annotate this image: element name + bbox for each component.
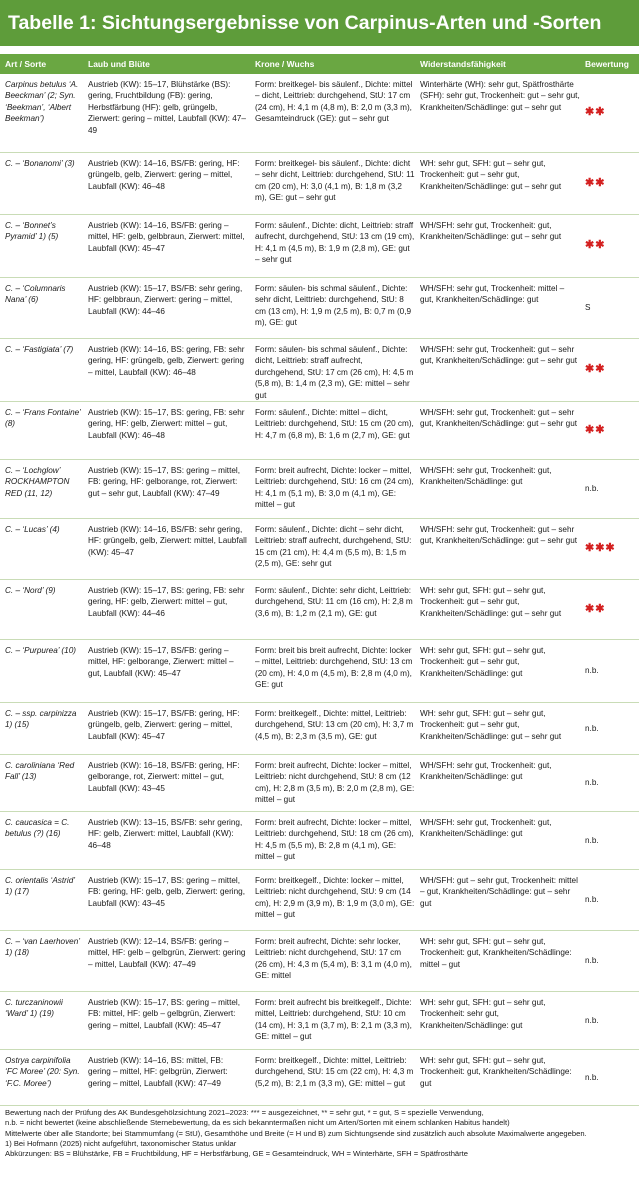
rating-stars: ✱✱ [585, 363, 606, 376]
rating-label: n.b. [585, 835, 599, 845]
rating-stars: ✱✱✱ [585, 542, 616, 555]
species-name: C. – ‘Lochglow’ ROCKHAMPTON RED (11, 12) [5, 466, 70, 498]
footnote-taxonomy: 1) Bei Hofmann (2025) nicht aufgeführt, taxonomischer Status unklar [5, 1138, 237, 1148]
rating-cell [585, 153, 635, 214]
krone-wuchs-cell: Form: breitkegelf., Dichte: mittel, Leittrieb: durchgehend, StU: 15 cm (22 cm), H: 4,3 m (5,2 m), B: 2,1 m (3,3 m), GE: mittel – gut [255, 1056, 414, 1088]
krone-wuchs-cell: Form: säulenf., Dichte: sehr dicht, Leittrieb: durchgehend, StU: 11 cm (16 cm), H: 2,8 m (3,6 m), B: 1,2 m (2,1 m), GE: gut [255, 586, 413, 618]
species-name: C. – ‘Frans Fontaine’ (8) [5, 408, 81, 429]
laub-bluete-cell: Austrieb (KW): 15–17, Blühstärke (BS): gering, Fruchtbildung (FB): gering, Herbstfärbung (HF): gelb, grüngelb, Zierwert: gering – mittel, Laubfall (KW): 47–49 [88, 80, 246, 135]
widerstand-cell: WH/SFH: sehr gut, Trockenheit: gut, Krankheiten/Schädlinge: gut [420, 761, 552, 782]
widerstand-cell: WH/SFH: sehr gut, Trockenheit: gut – sehr gut, Krankheiten/Schädlinge: gut – sehr gut [420, 345, 578, 366]
widerstand-cell: WH: sehr gut, SFH: gut – sehr gut, Trockenheit: gut – sehr gut, Krankheiten/Schädlinge: gut [420, 646, 546, 678]
table-row [0, 870, 639, 931]
footnote-nb: n.b. = nicht bewertet (keine abschließende Sternebewertung, da es sich bekanntermaßen nicht um Arten/Sorten mit einem schlanken Habitus handelt) [5, 1118, 510, 1128]
table-title: Tabelle 1: Sichtungsergebnisse von Carpinus-Arten und -Sorten [0, 0, 639, 46]
species-name: Carpinus betulus ‘A. Beeckman’ (2; Syn. ‘Beekman’, ‘Albert Beekman’) [5, 80, 79, 124]
laub-bluete-cell: Austrieb (KW): 14–16, BS: mittel, FB: gering – mittel, HF: gelbgrün, Zierwert: gering – mittel, Laubfall (KW): 47–49 [88, 1056, 228, 1088]
laub-bluete-cell: Austrieb (KW): 14–16, BS/FB: gering – mittel, HF: gelb, gelbbraun, Zierwert: mittel, Laubfall (KW): 45–47 [88, 221, 245, 253]
widerstand-cell: WH: sehr gut, SFH: gut – sehr gut, Trockenheit: sehr gut, Krankheiten/Schädlinge: gut [420, 998, 546, 1030]
widerstand-cell: WH: sehr gut, SFH: gut – sehr gut, Trockenheit: gut – sehr gut, Krankheiten/Schädlinge: gut – sehr gut [420, 709, 562, 741]
table-row [0, 703, 639, 755]
table-row [0, 278, 639, 339]
laub-bluete-cell: Austrieb (KW): 15–17, BS/FB: gering – mittel, HF: gelborange, Zierwert: mittel – gut, Laubfall (KW): 45–47 [88, 646, 234, 678]
widerstand-cell: WH/SFH: sehr gut, Trockenheit: gut – sehr gut, Krankheiten/Schädlinge: gut – sehr gut [420, 408, 578, 429]
rating-cell [585, 992, 635, 1049]
widerstand-cell: WH/SFH: sehr gut, Trockenheit: gut – sehr gut, Krankheiten/Schädlinge: gut – sehr gut [420, 525, 578, 546]
species-name: Ostrya carpinifolia ‘FC Moree’ (20: Syn. ‘F.C. Moree’) [5, 1056, 80, 1088]
table-row [0, 402, 639, 460]
rating-cell [585, 580, 635, 639]
species-name: C. – ‘van Laerhoven’ 1) (18) [5, 937, 80, 958]
laub-bluete-cell: Austrieb (KW): 15–17, BS: gering – mittel, FB: gering, HF: gelb, gelb, Zierwert: gering, Laubfall (KW): 43–45 [88, 876, 245, 908]
table-header [0, 54, 639, 74]
laub-bluete-cell: Austrieb (KW): 14–16, BS: gering, FB: sehr gering, HF: grüngelb, gelb, Zierwert: gering – mittel, Laubfall (KW): 46–48 [88, 345, 245, 377]
rating-cell [585, 1050, 635, 1105]
header-laub: Laub und Blüte [88, 59, 150, 69]
footnotes [5, 1108, 635, 1159]
species-name: C. – ‘Bonnet’s Pyramid’ 1) (5) [5, 221, 59, 242]
rating-label: n.b. [585, 778, 599, 788]
table-row [0, 640, 639, 703]
species-name: C. – ‘Nord’ (9) [5, 586, 56, 595]
krone-wuchs-cell: Form: säulenf., Dichte: dicht – sehr dicht, Leittrieb: straff aufrecht, durchgehend, StU: 15 cm (21 cm), H: 4,4 m (5,5 m), B: 1,5 m (2,5 m), GE: sehr gut [255, 525, 412, 569]
krone-wuchs-cell: Form: säulenf., Dichte: dicht, Leittrieb: straff aufrecht, durchgehend, StU: 13 cm (19 cm), H: 4,1 m (4,5 m), B: 1,9 m (2,8 m), GE: gut – sehr gut [255, 221, 415, 265]
rating-stars: ✱✱ [585, 602, 606, 615]
species-name: C. – ‘Bonanomi’ (3) [5, 159, 75, 168]
widerstand-cell: WH: sehr gut, SFH: gut – sehr gut, Trockenheit: gut – sehr gut, Krankheiten/Schädlinge: gut – sehr gut [420, 159, 562, 191]
rating-stars: ✱✱ [585, 239, 606, 252]
rating-cell [585, 870, 635, 930]
rating-cell [585, 755, 635, 811]
rating-stars: ✱✱ [585, 423, 606, 436]
table-row [0, 519, 639, 580]
widerstand-cell: WH: sehr gut, SFH: gut – sehr gut, Trockenheit: gut, Krankheiten/Schädlinge: mittel – gut [420, 937, 572, 969]
laub-bluete-cell: Austrieb (KW): 15–17, BS: gering, FB: sehr gering, HF: gelb, Zierwert: mittel – gut, Laubfall (KW): 46–48 [88, 408, 245, 440]
widerstand-cell: WH/SFH: sehr gut, Trockenheit: mittel – gut, Krankheiten/Schädlinge: gut [420, 284, 565, 305]
widerstand-cell: WH/SFH: sehr gut, Trockenheit: gut, Krankheiten/Schädlinge: gut [420, 466, 552, 487]
species-name: C. – ‘Columnaris Nana’ (6) [5, 284, 66, 305]
rating-stars: ✱✱ [585, 176, 606, 189]
krone-wuchs-cell: Form: breit aufrecht, Dichte: locker – mittel, Leittrieb: nicht durchgehend, StU: 8 cm (12 cm), H: 2,8 m (3,5 m), B: 2,0 m (2,8 m), GE: mittel – gut [255, 761, 415, 805]
widerstand-cell: Winterhärte (WH): sehr gut, Spätfrosthärte (SFH): sehr gut, Trockenheit: gut – sehr gut, Krankheiten/Schädlinge: gut – sehr gut [420, 80, 580, 112]
species-name: C. – ‘Lucas’ (4) [5, 525, 60, 534]
krone-wuchs-cell: Form: breit bis breit aufrecht, Dichte: locker – mittel, Leittrieb: durchgehend, StU: 13 cm (20 cm), H: 4,0 m (4,5 m), B: 2,8 m (4,0 m), GE: gut [255, 646, 413, 690]
widerstand-cell: WH/SFH: sehr gut, Trockenheit: gut, Krankheiten/Schädlinge: gut – sehr gut [420, 221, 562, 242]
rating-label: n.b. [585, 1015, 599, 1025]
rating-cell [585, 640, 635, 702]
rating-cell [585, 74, 635, 152]
table-row [0, 153, 639, 215]
widerstand-cell: WH/SFH: sehr gut, Trockenheit: gut, Krankheiten/Schädlinge: gut [420, 818, 552, 839]
widerstand-cell: WH/SFH: gut – sehr gut, Trockenheit: mittel – gut, Krankheiten/Schädlinge: gut – sehr gut [420, 876, 578, 908]
krone-wuchs-cell: Form: säulenf., Dichte: mittel – dicht, Leittrieb: durchgehend, StU: 15 cm (20 cm), H: 4,7 m (6,8 m), B: 1,6 m (2,7 m), GE: gut [255, 408, 414, 440]
rating-label: n.b. [585, 1072, 599, 1082]
rating-cell [585, 278, 635, 338]
species-name: C. turczaninowii ‘Ward’ 1) (19) [5, 998, 63, 1019]
rating-label: n.b. [585, 723, 599, 733]
krone-wuchs-cell: Form: breitkegelf., Dichte: locker – mittel, Leittrieb: nicht durchgehend, StU: 9 cm (14 cm), H: 2,9 m (3,9 m), B: 1,9 m (3,0 m), GE: mittel – gut [255, 876, 415, 920]
table-row [0, 74, 639, 153]
rating-cell [585, 215, 635, 277]
rating-cell [585, 460, 635, 518]
krone-wuchs-cell: Form: breit aufrecht, Dichte: locker – mittel, Leittrieb: durchgehend, StU: 18 cm (26 cm), H: 4,5 m (5,5 m), B: 2,8 m (4,1 m), GE: mittel – gut [255, 818, 414, 862]
rating-cell [585, 402, 635, 459]
laub-bluete-cell: Austrieb (KW): 15–17, BS: gering – mittel, FB: gering, HF: gelborange, rot, Zierwert: gut – sehr gut, Laubfall (KW): 47–49 [88, 466, 240, 498]
laub-bluete-cell: Austrieb (KW): 14–16, BS/FB: gering, HF: grüngelb, gelb, Zierwert: gering – mittel, Laubfall (KW): 46–48 [88, 159, 240, 191]
footnote-means: Mittelwerte über alle Standorte; bei Stammumfang (= StU), Gesamthöhe und Breite (= H und B) zum Sichtungsende sind zusätzlich auch absolute Maximalwerte angegeben. [5, 1128, 587, 1138]
table-row [0, 460, 639, 519]
krone-wuchs-cell: Form: breit aufrecht, Dichte: locker – mittel, Leittrieb: durchgehend, StU: 16 cm (24 cm), H: 4,1 m (5,1 m), B: 3,0 m (4,1 m), GE: mittel – gut [255, 466, 414, 510]
species-name: C. – ‘Fastigiata’ (7) [5, 345, 74, 354]
laub-bluete-cell: Austrieb (KW): 15–17, BS/FB: sehr gering, HF: gelbbraun, Zierwert: gering – mittel, Laubfall (KW): 44–46 [88, 284, 243, 316]
krone-wuchs-cell: Form: breitkegel- bis säulenf., Dichte: mittel – dicht, Leittrieb: durchgehend, StU: 17 cm (24 cm), H: 4,1 m (4,8 m), B: 2,0 m (3,3 m), Gesamteindruck (GE): gut – sehr gut [255, 80, 413, 124]
krone-wuchs-cell: Form: breit aufrecht bis breitkegelf., Dichte: mittel, Leittrieb: durchgehend, StU: 10 cm (14 cm), H: 3,1 m (3,7 m), B: 2,1 m (3,3 m), GE: mittel – gut [255, 998, 412, 1042]
rating-cell [585, 812, 635, 869]
rating-cell [585, 519, 635, 579]
widerstand-cell: WH: sehr gut, SFH: gut – sehr gut, Trockenheit: gut, Krankheiten/Schädlinge: gut [420, 1056, 572, 1088]
laub-bluete-cell: Austrieb (KW): 15–17, BS: gering, FB: sehr gering, HF: gelb, Zierwert: mittel – gut, Laubfall (KW): 44–46 [88, 586, 245, 618]
table-row [0, 580, 639, 640]
rating-label: S [585, 303, 591, 313]
rating-label: n.b. [585, 895, 599, 905]
table-row [0, 992, 639, 1050]
laub-bluete-cell: Austrieb (KW): 14–16, BS/FB: sehr gering, HF: grüngelb, gelb, Zierwert: mittel, Laubfall (KW): 45–47 [88, 525, 247, 557]
table-row [0, 339, 639, 402]
species-name: C. – ssp. carpinizza 1) (15) [5, 709, 77, 730]
rating-cell [585, 931, 635, 991]
footnote-abbreviations: Abkürzungen: BS = Blühstärke, FB = Fruchtbildung, HF = Herbstfärbung, GE = Gesamteindruck, WH = Winterhärte, SFH = Spätfrosthärte [5, 1149, 469, 1159]
rating-cell [585, 703, 635, 754]
rating-cell [585, 339, 635, 401]
widerstand-cell: WH: sehr gut, SFH: gut – sehr gut, Trockenheit: gut – sehr gut, Krankheiten/Schädlinge: gut – sehr gut [420, 586, 562, 618]
header-art: Art / Sorte [5, 59, 47, 69]
laub-bluete-cell: Austrieb (KW): 16–18, BS/FB: gering, HF: gelborange, rot, Zierwert: mittel – gut, Laubfall (KW): 43–45 [88, 761, 240, 793]
krone-wuchs-cell: Form: breitkegel- bis säulenf., Dichte: dicht – sehr dicht, Leittrieb: durchgehend, StU: 11 cm (20 cm), H: 3,0 (4,1 m), B: 1,8 m (3,2 m), GE: gut – sehr gut [255, 159, 415, 203]
table-row [0, 812, 639, 870]
rating-label: n.b. [585, 956, 599, 966]
laub-bluete-cell: Austrieb (KW): 15–17, BS/FB: gering, HF: grüngelb, gelb, Zierwert: gering – mittel, Laubfall (KW): 45–47 [88, 709, 240, 741]
species-name: C. orientalis ‘Astrid’ 1) (17) [5, 876, 75, 897]
rating-label: n.b. [585, 666, 599, 676]
header-krone: Krone / Wuchs [255, 59, 315, 69]
rating-label: n.b. [585, 484, 599, 494]
species-name: C. – ‘Purpurea’ (10) [5, 646, 76, 655]
laub-bluete-cell: Austrieb (KW): 13–15, BS/FB: sehr gering, HF: gelb, Zierwert: mittel, Laubfall (KW): 46–48 [88, 818, 243, 850]
krone-wuchs-cell: Form: säulen- bis schmal säulenf., Dichte: sehr dicht, Leittrieb: durchgehend, StU: 8 cm (13 cm), H: 1,9 m (2,5 m), B: 0,7 m (0,9 m), GE: gut [255, 284, 412, 328]
table-row [0, 215, 639, 278]
header-bewertung: Bewertung [585, 59, 629, 69]
krone-wuchs-cell: Form: säulen- bis schmal säulenf., Dichte: dicht, Leittrieb: straff aufrecht, durchgehend, StU: 17 cm (26 cm), H: 4,5 m (5,8 m), B: 1,4 m (2,3 m), GE: mittel – sehr gut [255, 345, 414, 400]
species-name: C. caroliniana ‘Red Fall’ (13) [5, 761, 75, 782]
table-row [0, 931, 639, 992]
footnote-rating: Bewertung nach der Prüfung des AK Bundesgehölzsichtung 2021–2023: *** = ausgezeichnet, ** = sehr gut, * = gut, S = spezielle Verwendung, [5, 1108, 484, 1117]
krone-wuchs-cell: Form: breitkegelf., Dichte: mittel, Leittrieb: durchgehend, StU: 13 cm (20 cm), H: 3,7 m (4,5 m), B: 2,3 m (3,5 m), GE: gut [255, 709, 414, 741]
table-row [0, 1050, 639, 1106]
table-row [0, 755, 639, 812]
header-widerstand: Widerstandsfähigkeit [420, 59, 506, 69]
laub-bluete-cell: Austrieb (KW): 15–17, BS: gering – mittel, FB: mittel, HF: gelb – gelbgrün, Zierwert: gering – mittel, Laubfall (KW): 45–47 [88, 998, 240, 1030]
laub-bluete-cell: Austrieb (KW): 12–14, BS/FB: gering – mittel, HF: gelb – gelbgrün, Zierwert: gering – mittel, Laubfall (KW): 47–49 [88, 937, 246, 969]
species-name: C. caucasica = C. betulus (?) (16) [5, 818, 70, 839]
krone-wuchs-cell: Form: breit aufrecht, Dichte: sehr locker, Leittrieb: nicht durchgehend, StU: 17 cm (26 cm), H: 4,3 m (5,4 m), B: 3,1 m (4,0 m), GE: mittel [255, 937, 412, 981]
rating-stars: ✱✱ [585, 106, 606, 119]
